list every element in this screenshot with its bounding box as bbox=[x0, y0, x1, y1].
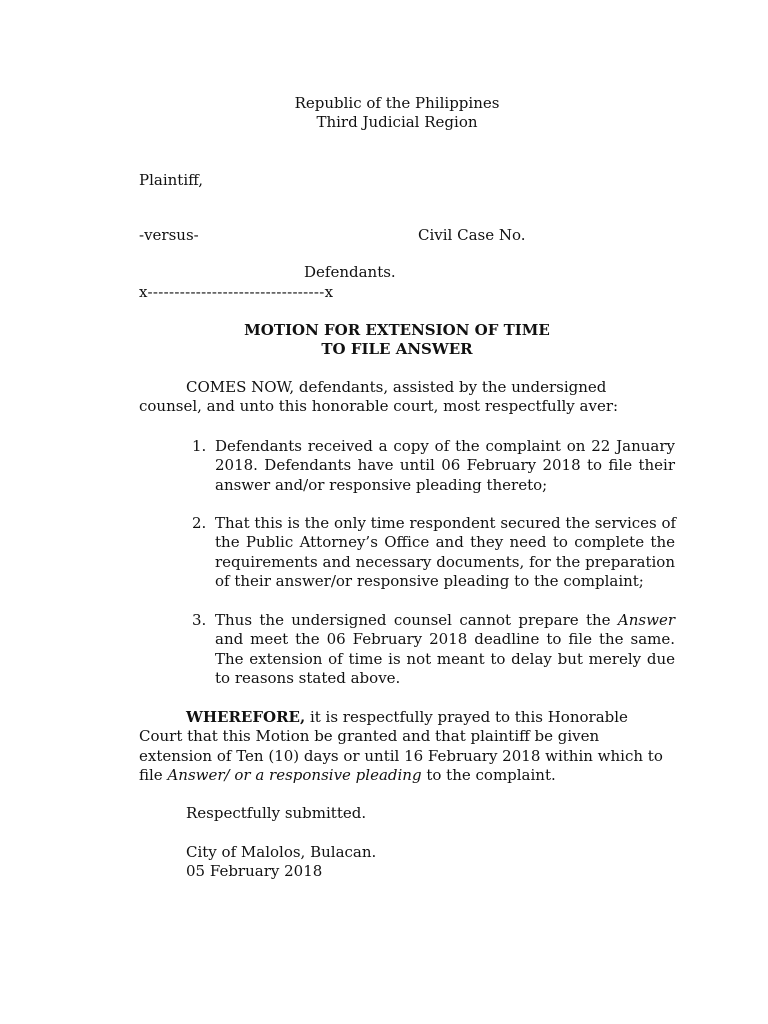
list-item-line: requirements and necessary documents, for the preparation bbox=[215, 552, 675, 571]
list-item-line: and meet the 06 February 2018 deadline to file the same. bbox=[215, 630, 675, 649]
wherefore-text: it is respectfully prayed to this Honorable bbox=[305, 708, 628, 726]
list-item-line: to reasons stated above. bbox=[215, 669, 401, 688]
header-country: Republic of the Philippines bbox=[294, 94, 500, 112]
wherefore-italic: Answer/ or a responsive pleading bbox=[167, 766, 422, 785]
list-item-line: the Public Attorney’s Office and they need to complete the bbox=[215, 533, 675, 552]
list-item-line: Defendants received a copy of the complaint on 22 January bbox=[215, 437, 675, 455]
list-item-line: That this is the only time respondent secured the services of bbox=[215, 514, 677, 532]
list-item-line: The extension of time is not meant to delay but merely due bbox=[215, 649, 675, 668]
motion-title-line1: MOTION FOR EXTENSION OF TIME bbox=[244, 321, 550, 339]
header-region: Third Judicial Region bbox=[316, 113, 478, 131]
wherefore-line: Court that this Motion be granted and that plaintiff be given bbox=[139, 727, 600, 746]
list-item-text: Thus the undersigned counsel cannot prepare the bbox=[215, 611, 618, 629]
list-item-number: 1. bbox=[192, 437, 207, 455]
wherefore-text: to the complaint. bbox=[421, 766, 556, 785]
wherefore-line bbox=[139, 766, 679, 785]
intro-line: counsel, and unto this honorable court, most respectfully aver: bbox=[139, 397, 619, 416]
list-item-line: 2018. Defendants have until 06 February 2018 to file their bbox=[215, 456, 675, 475]
closing-place: City of Malolos, Bulacan. bbox=[186, 843, 377, 861]
wherefore-line bbox=[139, 708, 679, 727]
list-item-body bbox=[215, 437, 675, 495]
motion-title-line2: TO FILE ANSWER bbox=[321, 340, 473, 358]
list-item-body bbox=[215, 514, 675, 592]
list-item-number: 3. bbox=[192, 611, 207, 629]
list-item-body bbox=[215, 611, 675, 689]
respectfully-submitted: Respectfully submitted. bbox=[186, 804, 367, 822]
caption-separator: x---------------------------------x bbox=[139, 283, 334, 301]
list-item-line bbox=[215, 611, 675, 630]
closing-date: 05 February 2018 bbox=[186, 862, 323, 880]
caption-case-number: Civil Case No. bbox=[418, 226, 526, 244]
answer-italic: Answer bbox=[617, 611, 675, 629]
wherefore-text: file bbox=[139, 766, 168, 785]
wherefore-keyword: WHEREFORE, bbox=[186, 708, 306, 726]
list-item-line: of their answer/or responsive pleading to the complaint; bbox=[215, 572, 644, 591]
caption-plaintiff: Plaintiff, bbox=[139, 171, 204, 189]
caption-versus: -versus- bbox=[139, 226, 199, 244]
list-item-number: 2. bbox=[192, 514, 207, 532]
intro-paragraph bbox=[139, 378, 679, 417]
wherefore-line: extension of Ten (10) days or until 16 February 2018 within which to bbox=[139, 746, 663, 765]
caption-defendants: Defendants. bbox=[304, 263, 396, 281]
intro-line: COMES NOW, defendants, assisted by the undersigned bbox=[186, 378, 607, 396]
list-item-line: answer and/or responsive pleading thereto; bbox=[215, 475, 548, 494]
wherefore-paragraph bbox=[139, 708, 679, 786]
